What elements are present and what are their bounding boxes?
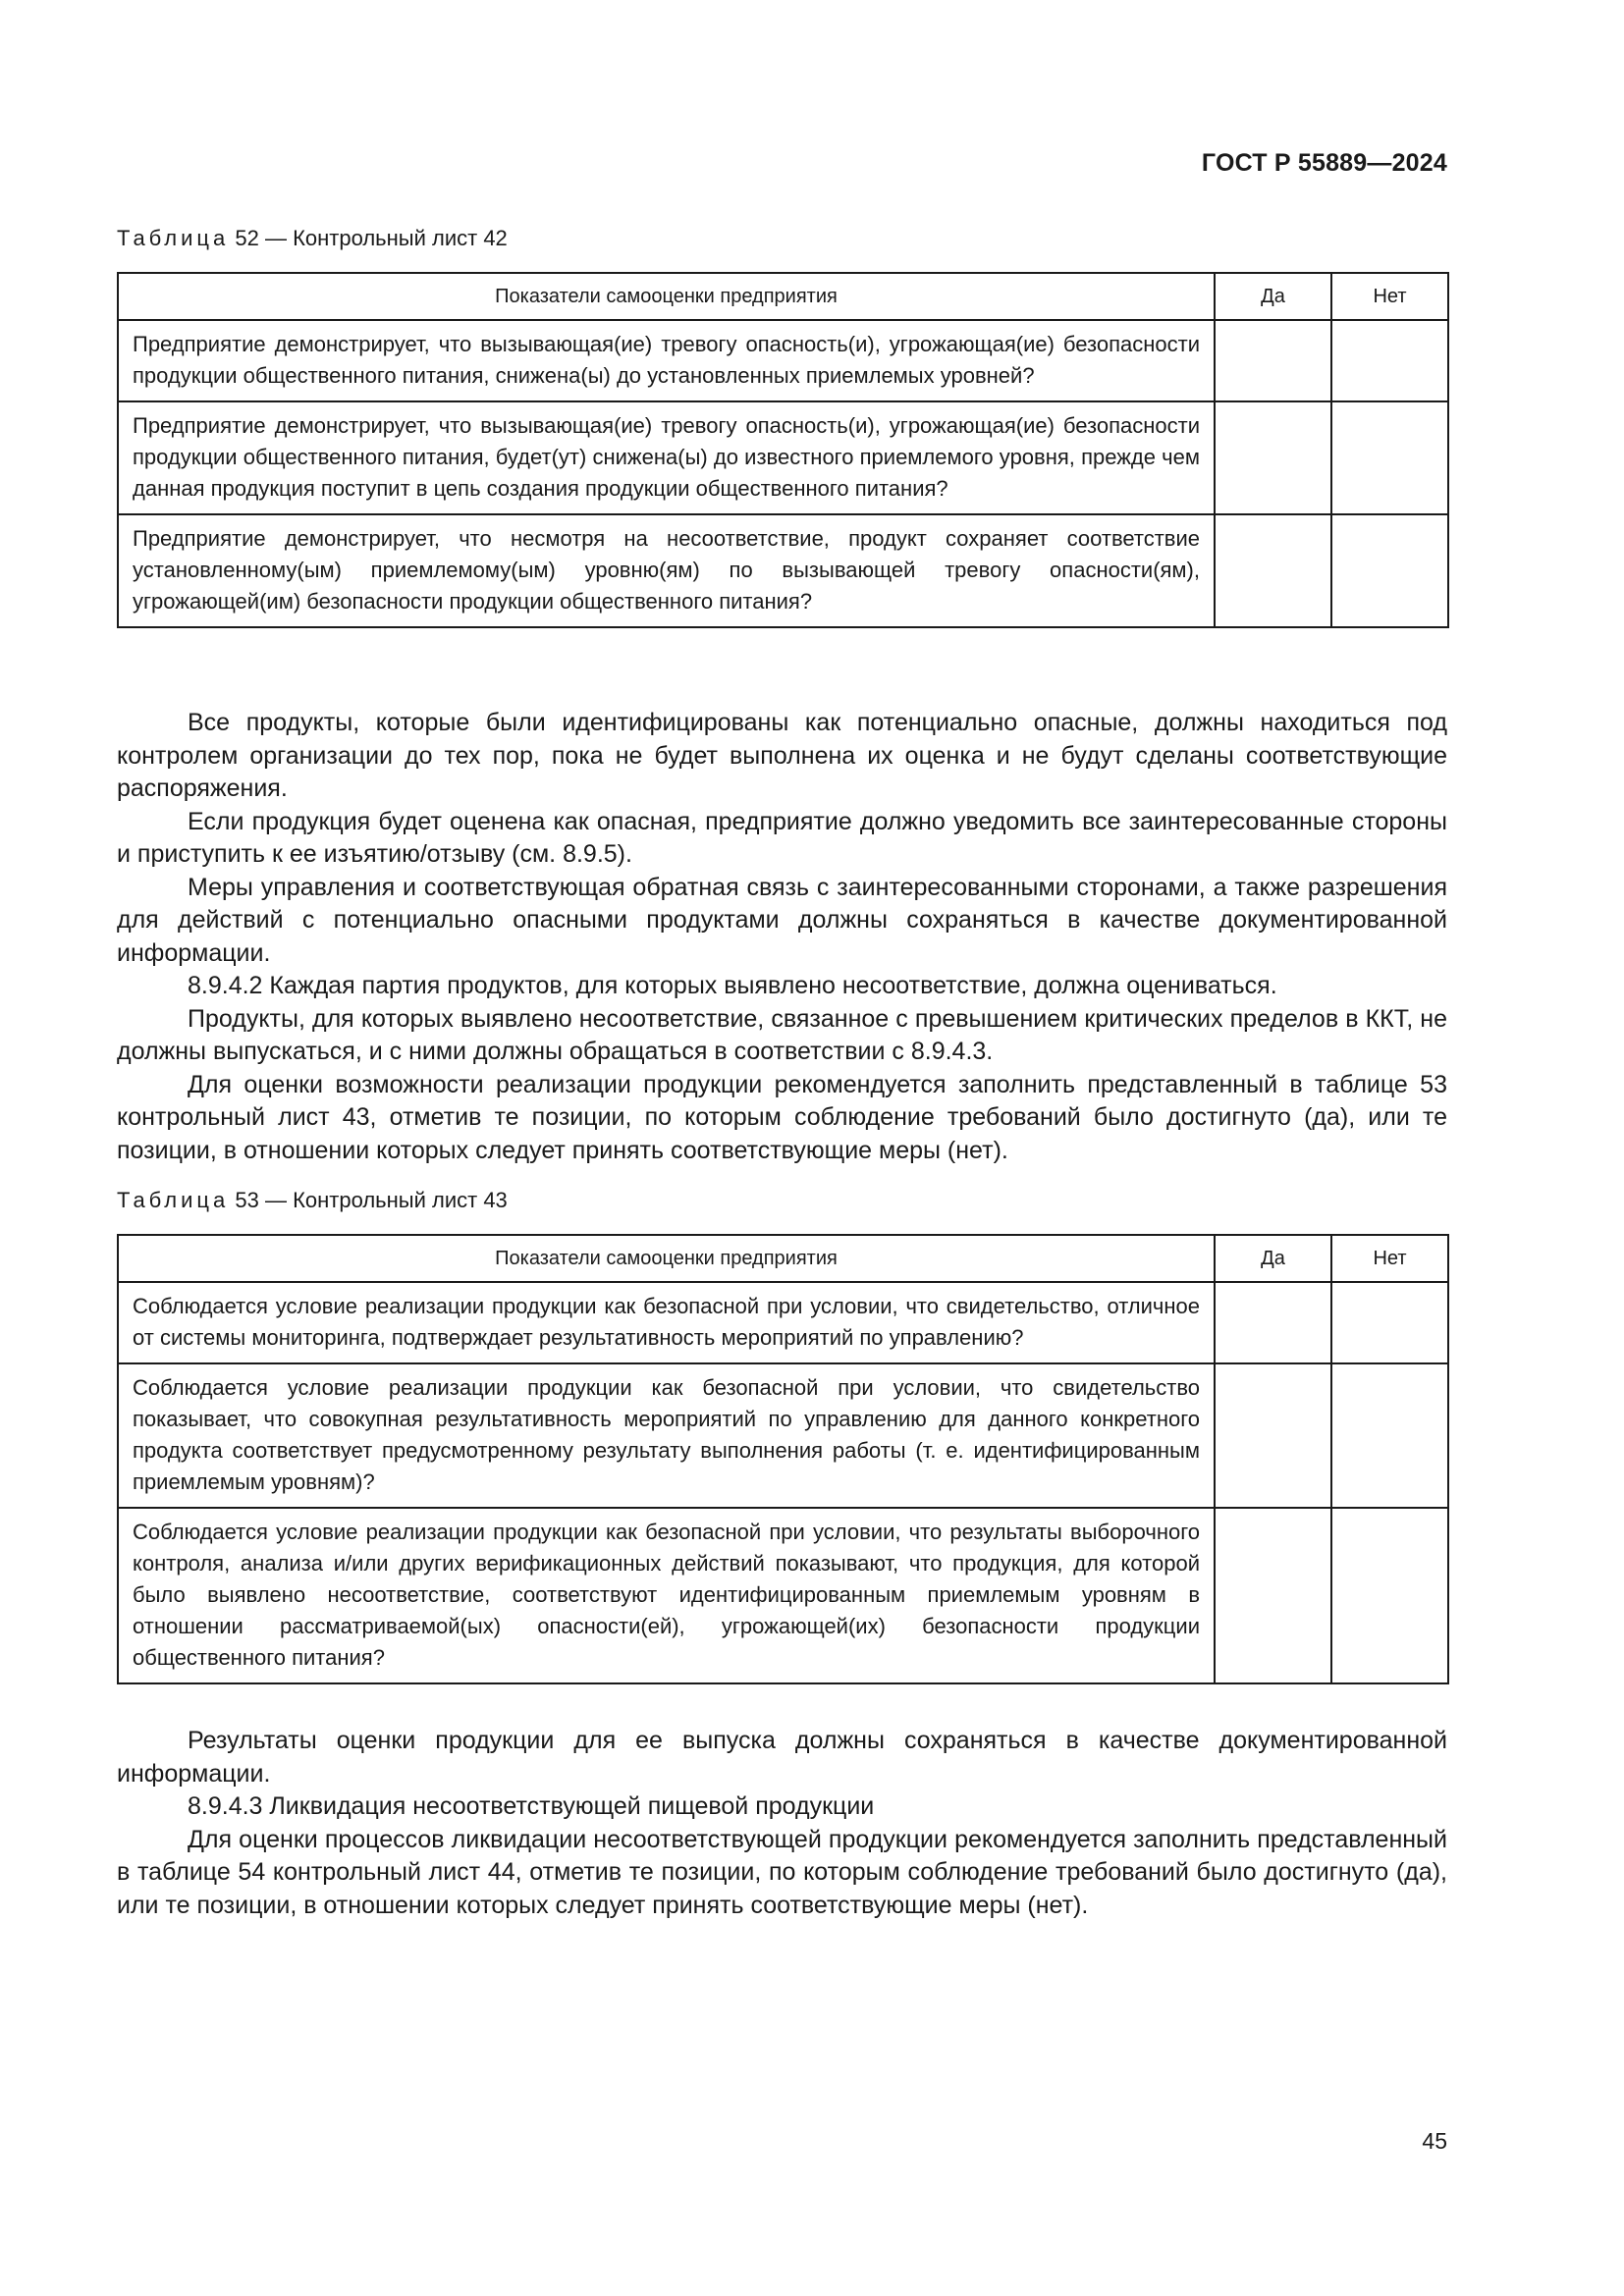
no-answer-cell[interactable] (1331, 1363, 1448, 1508)
section-heading: 8.9.4.3 Ликвидация несоответствующей пищевой продукции (188, 1792, 875, 1820)
question-cell: Соблюдается условие реализации продукции как безопасной при условии, что свидетельство, отличное от системы мониторинга, подтверждает результативность мероприятий по управлению? (118, 1282, 1215, 1363)
no-answer-cell[interactable] (1331, 401, 1448, 514)
table-row (118, 320, 1448, 401)
table-52-caption (117, 226, 508, 251)
paragraph: Все продукты, которые были идентифицированы как потенциально опасные, должны находиться под контролем организации до тех пор, пока не будет выполнена их оценка и не будут сделаны соответствующие распоряжения. (117, 709, 1447, 802)
no-answer-cell[interactable] (1331, 514, 1448, 627)
column-header-yes: Да (1215, 1235, 1331, 1282)
paragraph: Продукты, для которых выявлено несоответствие, связанное с превышением критических пределов в ККТ, не должны выпускаться, и с ними должны обращаться в соответствии с 8.9.4.3. (117, 1004, 1447, 1065)
yes-answer-cell[interactable] (1215, 320, 1331, 401)
page-number: 45 (1422, 2128, 1447, 2154)
yes-answer-cell[interactable] (1215, 514, 1331, 627)
paragraph: Если продукция будет оценена как опасная, предприятие должно уведомить все заинтересованные стороны и приступить к ее изъятию/отзыву (см. 8.9.5). (117, 807, 1447, 868)
column-header-indicators: Показатели самооценки предприятия (118, 1235, 1215, 1282)
question-cell: Соблюдается условие реализации продукции как безопасной при условии, что свидетельство показывает, что совокупная результативность мероприятий по управлению для данного конкретного продукта соответствует предусмотренному результату выполнения работы (т. е. идентифицированным приемлемым уровням)? (118, 1363, 1215, 1508)
yes-answer-cell[interactable] (1215, 1282, 1331, 1363)
column-header-indicators: Показатели самооценки предприятия (118, 273, 1215, 320)
question-cell: Предприятие демонстрирует, что вызывающая(ие) тревогу опасность(и), угрожающая(ие) безопасности продукции общественного питания, снижена(ы) до установленных приемлемых уровней? (118, 320, 1215, 401)
paragraph: 8.9.4.2 Каждая партия продуктов, для которых выявлено несоответствие, должна оцениваться. (188, 972, 1277, 999)
table-52 (117, 272, 1449, 628)
table-53-caption (117, 1188, 508, 1213)
table-row (118, 1363, 1448, 1508)
body-text-block-2 (117, 1725, 1447, 1922)
question-cell: Предприятие демонстрирует, что вызывающая(ие) тревогу опасность(и), угрожающая(ие) безопасности продукции общественного питания, будет(ут) снижена(ы) до известного приемлемого уровня, прежде чем данная продукция поступит в цепь создания продукции общественного питания? (118, 401, 1215, 514)
table-53 (117, 1234, 1449, 1684)
paragraph: Для оценки процессов ликвидации несоответствующей продукции рекомендуется заполнить представленный в таблице 54 контрольный лист 44, отметив те позиции, по которым соблюдение требований было достигнуто (да), или те позиции, в отношении которых следует принять соответствующие меры (нет). (117, 1825, 1447, 1919)
no-answer-cell[interactable] (1331, 1282, 1448, 1363)
standard-number: ГОСТ Р 55889—2024 (1201, 149, 1447, 177)
paragraph: Результаты оценки продукции для ее выпуска должны сохраняться в качестве документированной информации. (117, 1727, 1447, 1788)
paragraph: Меры управления и соответствующая обратная связь с заинтересованными сторонами, а также разрешения для действий с потенциально опасными продуктами должны сохраняться в качестве документированной информации. (117, 873, 1447, 967)
table-53-caption-title: 53 — Контрольный лист 43 (235, 1188, 508, 1212)
no-answer-cell[interactable] (1331, 320, 1448, 401)
question-cell: Предприятие демонстрирует, что несмотря на несоответствие, продукт сохраняет соответствие установленному(ым) приемлемому(ым) уровню(ям) по вызывающей тревогу опасности(ям), угрожающей(им) безопасности продукции общественного питания? (118, 514, 1215, 627)
table-53-caption-word: Таблица (117, 1188, 230, 1212)
body-text-block-1 (117, 707, 1447, 1167)
table-row (118, 514, 1448, 627)
table-row (118, 401, 1448, 514)
yes-answer-cell[interactable] (1215, 401, 1331, 514)
paragraph: Для оценки возможности реализации продукции рекомендуется заполнить представленный в таблице 53 контрольный лист 43, отметив те позиции, по которым соблюдение требований было достигнуто (да), или те позиции, в отношении которых следует принять соответствующие меры (нет). (117, 1070, 1447, 1164)
table-row (118, 1508, 1448, 1683)
table-53-header-row (118, 1235, 1448, 1282)
table-52-header-row (118, 273, 1448, 320)
table-52-caption-word: Таблица (117, 226, 230, 250)
table-row (118, 1282, 1448, 1363)
yes-answer-cell[interactable] (1215, 1508, 1331, 1683)
table-52-caption-title: 52 — Контрольный лист 42 (235, 226, 508, 250)
column-header-yes: Да (1215, 273, 1331, 320)
question-cell: Соблюдается условие реализации продукции как безопасной при условии, что результаты выборочного контроля, анализа и/или других верификационных действий показывают, что продукция, для которой было выявлено несоответствие, соответствуют идентифицированным приемлемым уровням в отношении рассматриваемой(ых) опасности(ей), угрожающей(их) безопасности продукции общественного питания? (118, 1508, 1215, 1683)
column-header-no: Нет (1331, 1235, 1448, 1282)
column-header-no: Нет (1331, 273, 1448, 320)
yes-answer-cell[interactable] (1215, 1363, 1331, 1508)
no-answer-cell[interactable] (1331, 1508, 1448, 1683)
